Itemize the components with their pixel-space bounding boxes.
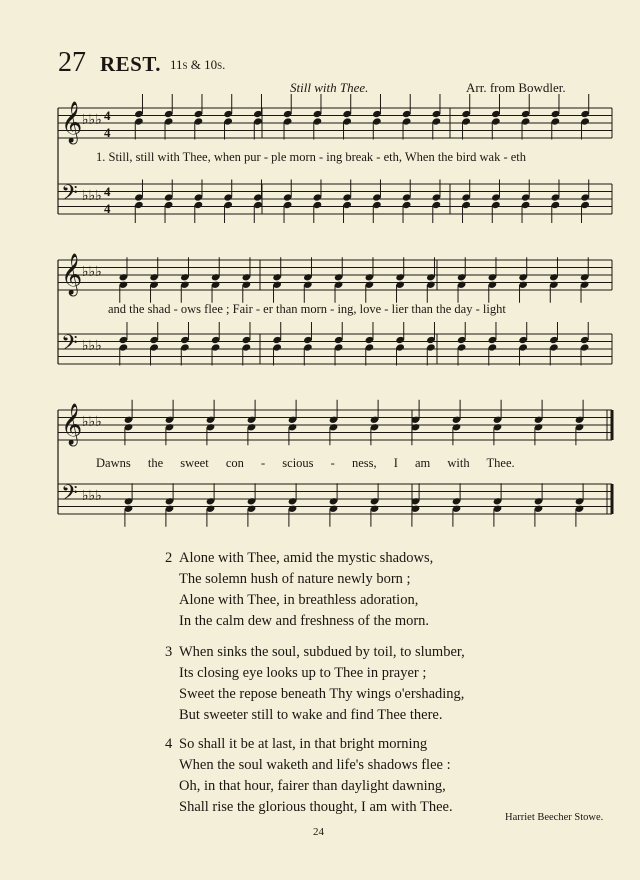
key-signature: ♭♭♭	[82, 488, 102, 504]
key-signature: ♭♭♭	[82, 414, 102, 430]
stanza-2	[165, 548, 433, 632]
stanza-number: 4	[165, 736, 173, 752]
hymn-subtitle: Still with Thee.	[290, 80, 369, 95]
key-signature: ♭♭♭	[82, 112, 102, 128]
page-number: 24	[313, 826, 324, 838]
stanza-line: Oh, in that hour, fairer than daylight dawning,	[179, 778, 446, 794]
bass-clef: 𝄢	[61, 481, 78, 511]
hymn-number: 27	[58, 47, 86, 78]
stanza-line: Its closing eye looks up to Thee in prayer ;	[179, 665, 427, 681]
lyric-line-2: and the shad - ows flee ; Fair - er than morn - ing, love - lier than the day - light	[108, 302, 506, 316]
stanza-line: Alone with Thee, in breathless adoration,	[179, 592, 419, 608]
stanza-line: So shall it be at last, in that bright morning	[179, 736, 428, 752]
hymn-arranger: Arr. from Bowdler.	[466, 80, 566, 95]
stanza-line: But sweeter still to wake and find Thee there.	[179, 707, 443, 723]
stanza-line: Shall rise the glorious thought, I am with Thee.	[179, 799, 453, 815]
stanza-4	[165, 734, 453, 818]
time-signature: 4	[104, 201, 111, 216]
time-signature: 4	[104, 184, 111, 199]
stanza-line: When the soul waketh and life's shadows flee :	[179, 757, 451, 773]
lyric-line-1: 1. Still, still with Thee, when pur - ple morn - ing break - eth, When the bird wak - eth	[96, 150, 526, 164]
treble-clef: 𝄞	[61, 102, 83, 143]
stanza-line: Sweet the repose beneath Thy wings o'ershading,	[179, 686, 465, 702]
stanza-number: 2	[165, 550, 173, 566]
time-signature: 4	[104, 125, 111, 140]
stanza-number: 3	[165, 644, 173, 660]
bass-clef: 𝄢	[61, 331, 78, 361]
stanza-3	[165, 642, 465, 726]
bass-clef: 𝄢	[61, 181, 78, 211]
stanza-line: The solemn hush of nature newly born ;	[179, 571, 411, 587]
key-signature: ♭♭♭	[82, 188, 102, 204]
key-signature: ♭♭♭	[82, 338, 102, 354]
hymn-meter: 11s & 10s.	[170, 57, 226, 72]
stanza-line: When sinks the soul, subdued by toil, to slumber,	[179, 644, 465, 660]
hymn-title: REST.	[100, 52, 162, 76]
lyric-line-3: Dawns the sweet con - scious - ness, I am with Thee.	[96, 456, 515, 470]
time-signature: 4	[104, 108, 111, 123]
key-signature: ♭♭♭	[82, 264, 102, 280]
treble-clef: 𝄞	[61, 254, 83, 295]
author-credit: Harriet Beecher Stowe.	[505, 812, 604, 823]
stanza-line: In the calm dew and freshness of the morn.	[179, 613, 430, 629]
treble-clef: 𝄞	[61, 404, 83, 445]
stanza-line: Alone with Thee, amid the mystic shadows,	[179, 550, 434, 566]
